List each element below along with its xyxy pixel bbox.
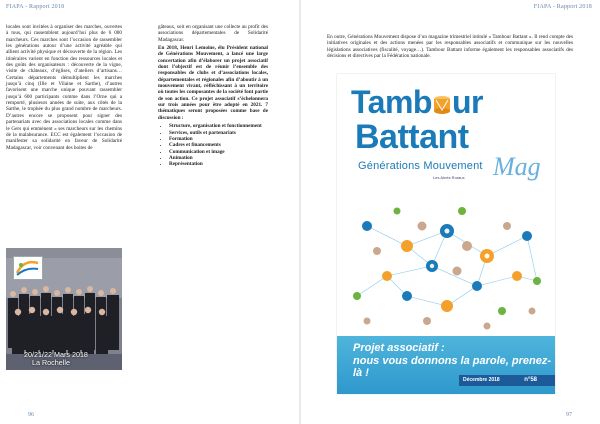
magazine-title-line1 [351, 86, 483, 118]
col2-intro-paragraph [158, 45, 268, 121]
left-page [0, 0, 299, 424]
theme-item: • Animation [169, 155, 268, 161]
photo-caption-date: 20/21/22 Mars 2018 [24, 350, 88, 359]
magazine-title-line2: Battant [355, 118, 469, 156]
right-page [301, 0, 600, 424]
page-number-left: 96 [28, 412, 34, 418]
photo-caption [24, 351, 88, 367]
magazine-headline-1: Projet associatif : [353, 342, 445, 354]
title-part-tamb: Tamb [351, 84, 432, 120]
theme-item: • Représentation [169, 161, 268, 167]
magazine-mag-label: Mag [493, 152, 541, 181]
magazine-headline-2: nous vous donnons la parole, prenez-là ! [353, 355, 552, 379]
col1-paragraph: locales sont invitées à organiser des marches, ouvertes à tous, qui rassemblent aujourd’hui plus de 6 000 marcheurs. Ces marches sont l’occasion de rassembler les générations autour d’une activité agréable qui allient activité physique et découverte de la région. Les itinéraires varient en fonction des ressources locales et des goûts des organisateurs : découverte de la vigne, visite de châteaux, d’églises, d’ateliers d’artisans… Certains départements démultiplient les marches jusqu’à cinq (Ille et Vilaine et Sarthe), d’autres favorisent une marche unique pouvant rassembler jusqu’à 600 participants comme dans l’Orne qui a remporté, plusieurs années de suite, aux côtés de la Sarthe, le trophée du plus grand nombre de marcheurs. D’autres encore se proposent pour signer des partenariats avec des associations locales comme dans le Gers qui emmènent « ses marcheurs sur les chemins de la malabsurance. ECC est également l’occasion de manifester sa solidarité en faveur de Solidarité Madagascar, voir convenant des boites de [6, 24, 122, 151]
magazine-tagline: Les Aînés Ruraux [433, 175, 465, 180]
theme-item: • Communication et image [169, 149, 268, 155]
magazine-date: Décembre 2018 [463, 377, 500, 383]
group-photo [6, 248, 122, 370]
magazine-issue-number: n°58 [524, 377, 537, 383]
title-part-ur: ur [451, 84, 483, 120]
left-column-1 [6, 24, 122, 153]
right-column [327, 34, 573, 61]
magazine-subtitle: Générations Mouvement [358, 160, 483, 172]
photo-caption-place: La Rochelle [32, 358, 70, 367]
generations-mouvement-logo [13, 256, 43, 280]
people-network-illustration [337, 186, 555, 346]
theme-item: • Structure, organisation et fonctionnement [169, 123, 268, 129]
themes-list [158, 123, 268, 167]
right-paragraph: En outre, Générations Mouvement dispose d’un magazine trimestriel intitulé « Tambour Battant ». Il rend compte des initiatives originales et des actions menées par les responsables associatifs et communique sur les nouvelles législations associatives (fiscalité, voyage…). Tambour Battant informe également les responsables associatifs des décisions et directives par la Fédération nationale. [327, 34, 573, 60]
running-header-right: FIAPA - Rapport 2018 [533, 4, 592, 10]
logo-mark-icon [14, 257, 42, 279]
magazine-cover [337, 74, 555, 394]
left-column-2 [158, 24, 268, 168]
running-header-left: FIAPA - Rapport 2018 [6, 4, 65, 10]
drum-icon [433, 88, 451, 110]
page-number-right: 97 [566, 412, 572, 418]
col2-top-paragraph: gâteaux, soit en organisant une collecte au profit des associations départementales de Solidarité Madagascar. [158, 24, 268, 43]
col2-intro-text: En 2018, Henri Lemoine, élu Président national de Générations Mouvement, a lancé une large concertation afin d’élaborer un projet associatif dont l’objectif est de réunir l’ensemble des responsables de clubs et d’associations locales, départementales et régionales afin d’aboutir à un mouvement vivant, réfléchissant à un territoire où toutes les composantes de la société font partie de son action. Ce projet associatif s’échelonnera sur trois années pour être adopté en 2021. 7 thématiques seront proposées comme base de discussion : [158, 45, 268, 121]
theme-item: • Cadres et financements [169, 142, 268, 148]
theme-item: • Formation [169, 136, 268, 142]
theme-item: • Services, outils et partenariats [169, 130, 268, 136]
